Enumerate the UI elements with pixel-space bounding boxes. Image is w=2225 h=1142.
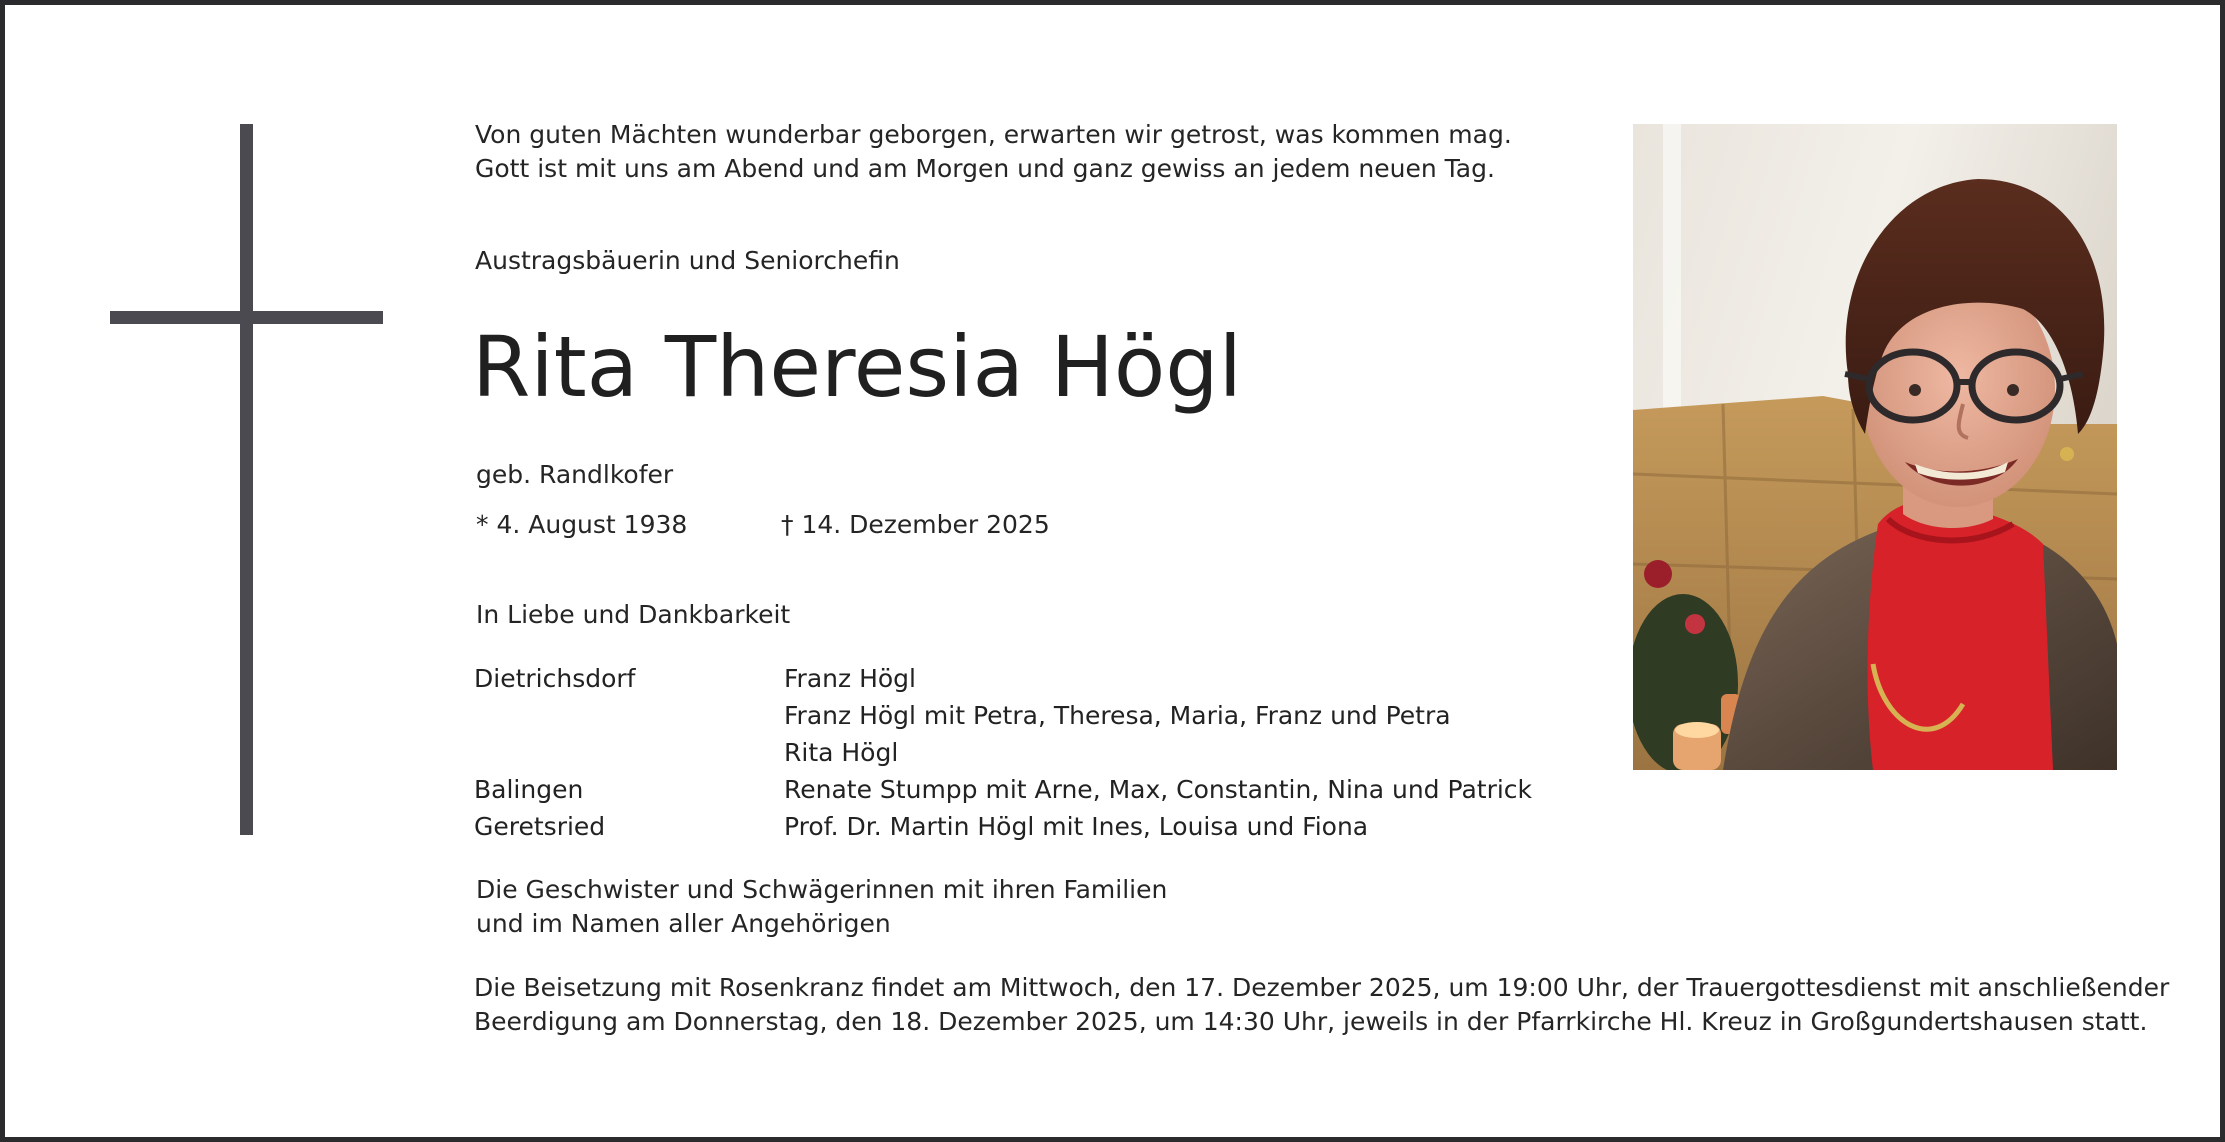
mourner-name: Franz Högl mit Petra, Theresa, Maria, Franz und Petra <box>784 701 1451 730</box>
latin-cross-icon-bar <box>110 311 383 324</box>
deceased-name: Rita Theresia Högl <box>472 318 1242 416</box>
siblings-line-2: und im Namen aller Angehörigen <box>476 909 891 938</box>
motto-line-2: Gott ist mit uns am Abend und am Morgen und ganz gewiss an jedem neuen Tag. <box>475 154 1495 183</box>
occupation: Austragsbäuerin und Seniorchefin <box>475 246 900 275</box>
intro-text: In Liebe und Dankbarkeit <box>476 600 791 629</box>
funeral-line-1: Die Beisetzung mit Rosenkranz findet am Mittwoch, den 17. Dezember 2025, um 19:00 Uhr, der Trauergottesdienst mit anschließender <box>474 973 2170 1002</box>
maiden-name: geb. Randlkofer <box>476 460 674 489</box>
mourners-list <box>474 660 1534 845</box>
death-date: † 14. Dezember 2025 <box>781 510 1050 539</box>
mourner-name: Prof. Dr. Martin Högl mit Ines, Louisa und Fiona <box>784 812 1369 841</box>
portrait-photo <box>1633 124 2117 770</box>
mourner-place: Geretsried <box>474 812 606 841</box>
siblings-text <box>476 873 1167 941</box>
mourner-name: Rita Högl <box>784 738 899 767</box>
list-item <box>474 734 1534 771</box>
mourner-name: Renate Stumpp mit Arne, Max, Constantin, Nina und Patrick <box>784 775 1533 804</box>
mourner-place: Balingen <box>474 775 584 804</box>
mourner-place: Dietrichsdorf <box>474 664 636 693</box>
mourner-name: Franz Högl <box>784 664 916 693</box>
motto-line-1: Von guten Mächten wunderbar geborgen, erwarten wir getrost, was kommen mag. <box>475 120 1512 149</box>
funeral-details <box>474 971 2169 1039</box>
list-item <box>474 697 1534 734</box>
motto-verse <box>475 118 1512 186</box>
list-item <box>474 771 1534 808</box>
list-item <box>474 808 1534 845</box>
funeral-line-2: Beerdigung am Donnerstag, den 18. Dezember 2025, um 14:30 Uhr, jeweils in der Pfarrkirche Hl. Kreuz in Großgundertshausen statt. <box>474 1007 2148 1036</box>
list-item <box>474 660 1534 697</box>
latin-cross-icon <box>240 124 253 835</box>
siblings-line-1: Die Geschwister und Schwägerinnen mit ihren Familien <box>476 875 1168 904</box>
birth-date: * 4. August 1938 <box>476 510 688 539</box>
